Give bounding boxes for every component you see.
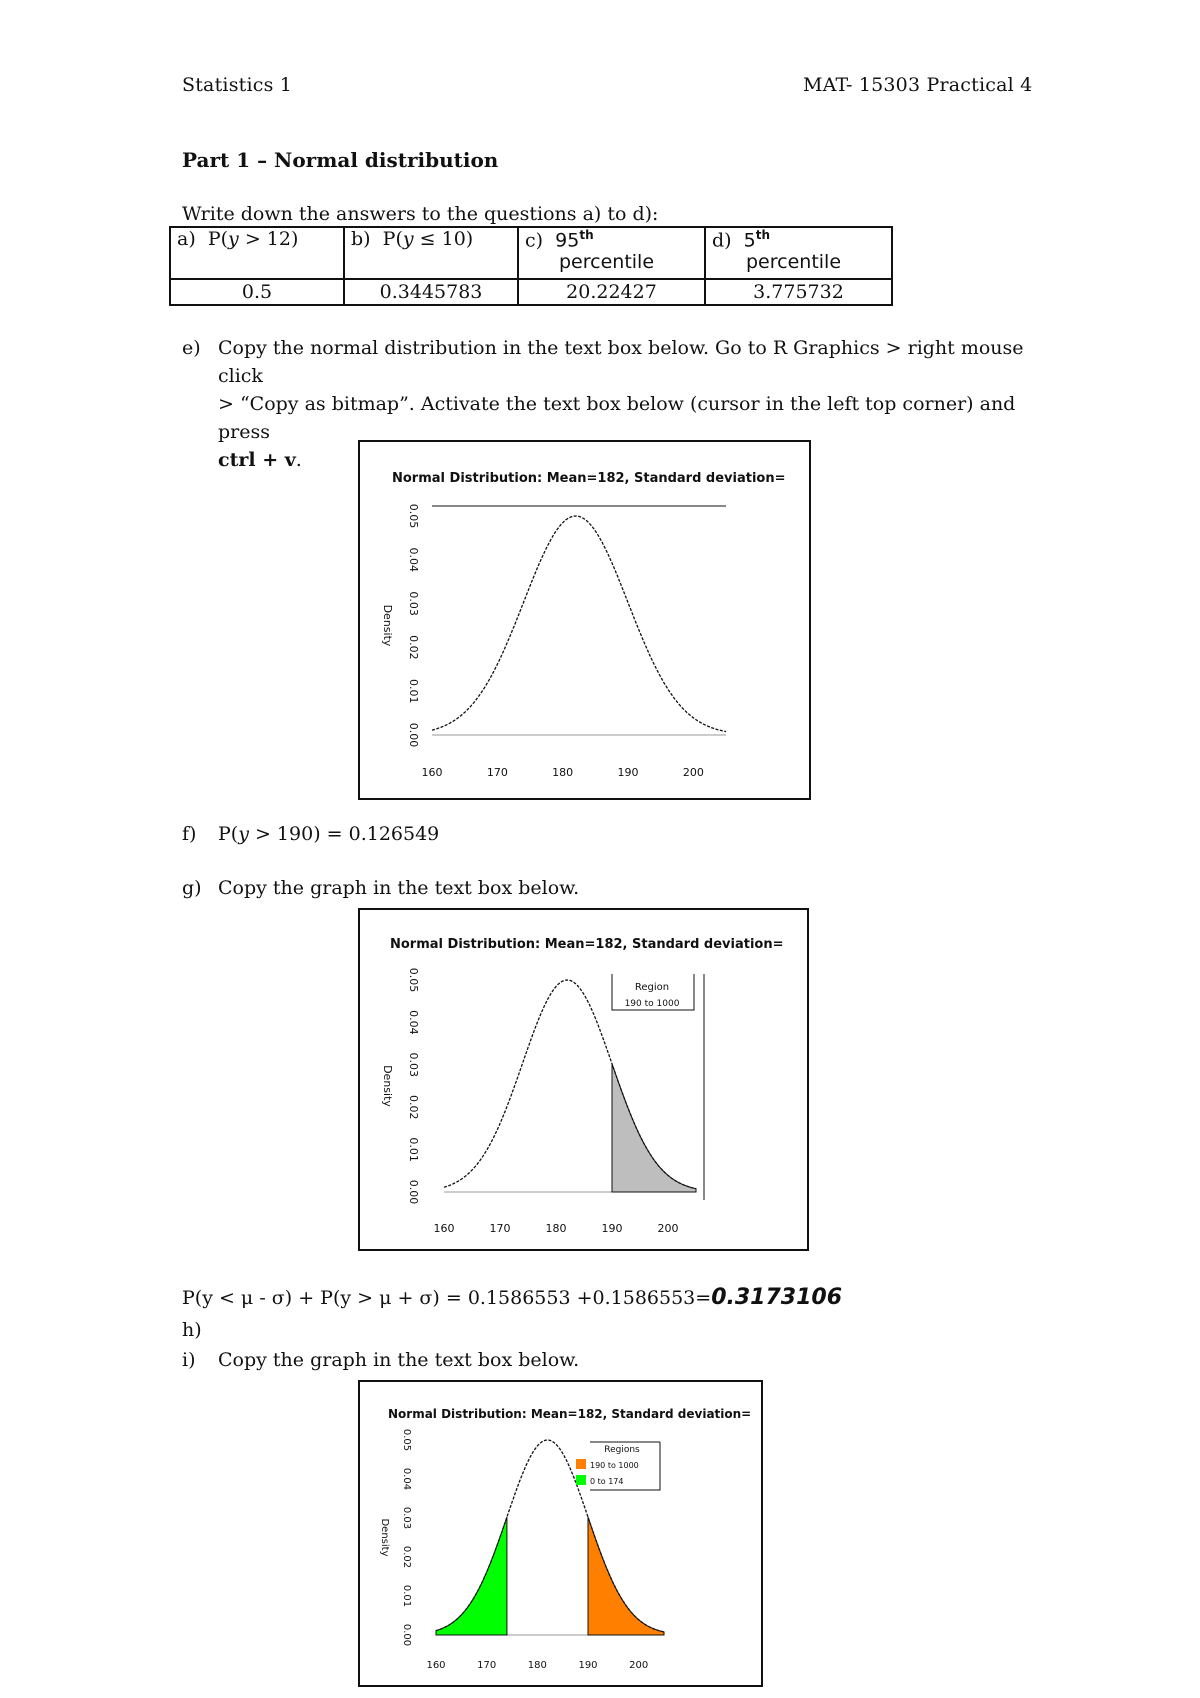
shaded-region-0 (612, 1064, 696, 1192)
value-a: 0.5 (170, 279, 344, 305)
y-tick-label-4: 0.04 (407, 547, 420, 573)
y-axis-label: Density (381, 1065, 394, 1107)
col-d-header: d) 5th percentile (705, 227, 892, 279)
chart-title: Normal Distribution: Mean=182, Standard deviation= (392, 471, 786, 486)
x-tick-label-4: 200 (682, 766, 704, 779)
y-tick-label-1: 0.01 (407, 1137, 420, 1162)
chart-title: Normal Distribution: Mean=182, Standard deviation= (390, 937, 784, 952)
x-tick-label-4: 200 (657, 1222, 679, 1235)
chart-two-tails (358, 1380, 763, 1687)
y-axis-label: Density (379, 1518, 390, 1557)
y-tick-label-5: 0.05 (401, 1428, 412, 1452)
y-tick-label-3: 0.03 (401, 1506, 412, 1530)
density-curve (432, 516, 726, 732)
y-tick-label-0: 0.00 (407, 1179, 420, 1205)
item-i-letter: i) (182, 1349, 196, 1371)
x-tick-label-0: 160 (433, 1222, 455, 1235)
value-c: 20.22427 (518, 279, 705, 305)
header-left: Statistics 1 (182, 74, 293, 96)
chart-upper-tail (358, 908, 809, 1251)
value-b: 0.3445783 (344, 279, 518, 305)
intro-text: Write down the answers to the questions a) to d): (182, 203, 659, 225)
y-tick-label-0: 0.00 (407, 722, 420, 748)
y-tick-label-5: 0.05 (407, 503, 420, 529)
col-a-header: a) P(y > 12) (170, 227, 344, 279)
x-tick-label-0: 160 (421, 766, 443, 779)
item-e-letter: e) (182, 337, 201, 359)
formula-line: P(y < μ - σ) + P(y > μ + σ) = 0.1586553 +0.1586553=0.3173106 (182, 1285, 843, 1310)
part-title: Part 1 – Normal distribution (182, 148, 499, 172)
y-tick-label-1: 0.01 (401, 1584, 412, 1608)
header-right: MAT- 15303 Practical 4 (803, 74, 1033, 96)
item-g-text: Copy the graph in the text box below. (218, 877, 580, 899)
legend-title: Regions (604, 1445, 640, 1455)
y-tick-label-0: 0.00 (401, 1623, 412, 1647)
y-tick-label-2: 0.02 (407, 635, 420, 660)
item-f-text: P(y > 190) = 0.126549 (218, 823, 440, 845)
x-tick-label-2: 180 (545, 1222, 567, 1235)
answers-table (169, 226, 893, 306)
legend-entry-0: 190 to 1000 (624, 999, 680, 1009)
y-tick-label-1: 0.01 (407, 678, 420, 704)
x-tick-label-3: 190 (578, 1660, 598, 1671)
x-tick-label-0: 160 (426, 1660, 446, 1671)
item-g-letter: g) (182, 877, 202, 899)
item-f-letter: f) (182, 823, 197, 845)
y-tick-label-5: 0.05 (407, 967, 420, 993)
x-tick-label-4: 200 (629, 1660, 649, 1671)
x-tick-label-3: 190 (601, 1222, 623, 1235)
density-curve (444, 980, 696, 1189)
legend-swatch-1 (576, 1475, 586, 1485)
y-tick-label-2: 0.02 (407, 1094, 420, 1120)
y-tick-label-4: 0.04 (407, 1010, 420, 1035)
value-d: 3.775732 (705, 279, 892, 305)
y-tick-label-3: 0.03 (407, 591, 420, 616)
shaded-region-1 (436, 1517, 507, 1635)
col-c-header: c) 95th percentile (518, 227, 705, 279)
y-tick-label-4: 0.04 (401, 1467, 412, 1491)
x-tick-label-3: 190 (617, 766, 639, 779)
col-b-header: b) P(y ≤ 10) (344, 227, 518, 279)
item-h-letter: h) (182, 1319, 202, 1341)
chart-normal-distribution (358, 440, 811, 800)
y-axis-label: Density (381, 604, 394, 647)
x-tick-label-1: 170 (477, 1660, 497, 1671)
x-tick-label-2: 180 (552, 766, 574, 779)
y-tick-label-3: 0.03 (407, 1052, 420, 1078)
x-tick-label-2: 180 (527, 1660, 547, 1671)
item-i-text: Copy the graph in the text box below. (218, 1349, 580, 1371)
x-tick-label-1: 170 (489, 1222, 511, 1235)
legend-swatch-0 (576, 1459, 586, 1469)
y-tick-label-2: 0.02 (401, 1545, 412, 1569)
legend-title: Region (634, 982, 670, 993)
formula-result: 0.3173106 (711, 1285, 843, 1310)
legend-entry-0: 190 to 1000 (590, 1461, 639, 1470)
shaded-region-0 (588, 1517, 664, 1635)
chart-title: Normal Distribution: Mean=182, Standard deviation= (388, 1407, 752, 1421)
item-e-text: Copy the normal distribution in the text box below. Go to R Graphics > right mouse click > “Copy as bitmap”. Activate the text box below (cursor in the left top corner) and press ctrl + v. (218, 337, 1024, 471)
legend-entry-1: 0 to 174 (590, 1477, 624, 1486)
x-tick-label-1: 170 (486, 766, 508, 779)
